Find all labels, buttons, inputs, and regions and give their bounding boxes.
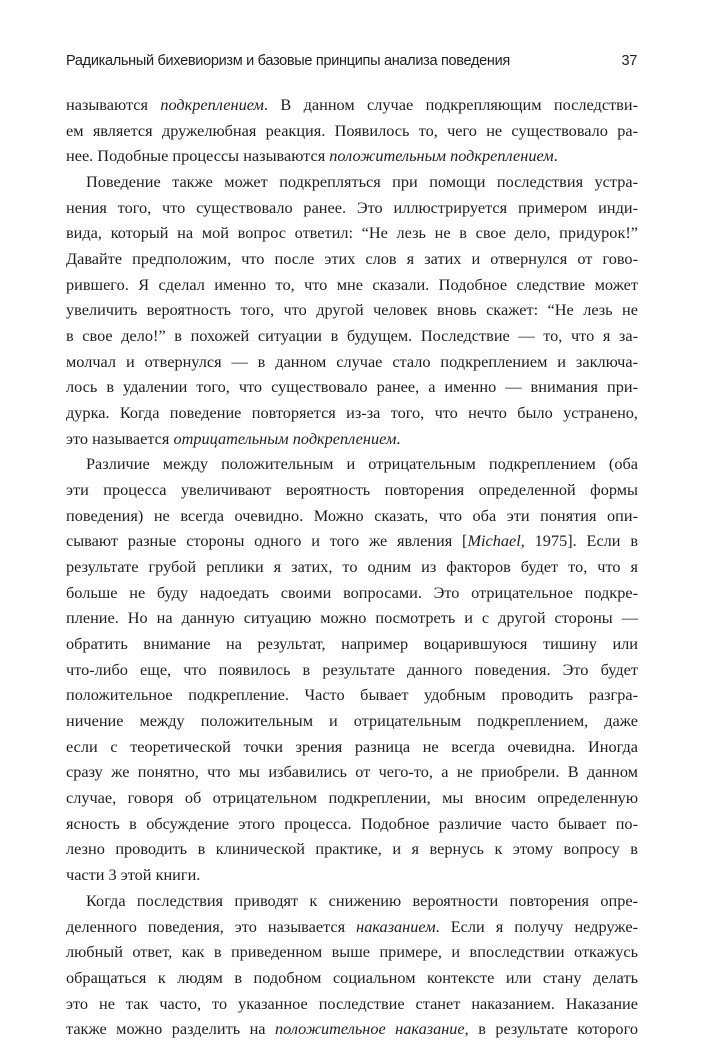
text-line [66, 991, 638, 1017]
text-line [66, 785, 638, 811]
text-run: поведения) не всегда очевидно. Можно сказать, что оба эти понятия опи- [66, 505, 638, 525]
text-run: ясность в обсуждение этого процесса. Подобное различие часто бывает по- [66, 813, 638, 833]
text-run: ем является дружелюбная реакция. Появилось то, чего не существовало ра- [66, 120, 638, 140]
text-run: . [553, 146, 558, 166]
text-run: пление. Но на данную ситуацию можно посмотреть и с другой стороны — [66, 608, 638, 628]
emphasized-term: подкреплением [160, 95, 264, 114]
text-line [66, 631, 638, 657]
text-line [66, 118, 638, 144]
text-run: . [396, 428, 401, 448]
text-run: части 3 этой книги. [66, 865, 201, 885]
text-line [66, 246, 638, 272]
text-run: сывают разные стороны одного и того же явления [ [66, 531, 468, 551]
text-line [66, 503, 638, 529]
emphasized-term: положительным подкреплением [329, 146, 554, 166]
text-run: , в результате которого [464, 1019, 638, 1039]
text-run: Давайте предположим, что после этих слов я затих и отвернулся от гово- [66, 249, 638, 269]
text-line [66, 426, 638, 452]
text-run: также можно разделить на [66, 1019, 275, 1039]
text-line [66, 169, 638, 195]
text-run: увеличить вероятность того, что другой человек вновь скажет: “Не лезь не [66, 300, 638, 320]
text-line [66, 836, 638, 862]
text-line [66, 554, 638, 580]
text-run: если с теоретической точки зрения разница не всегда очевидна. Иногда [66, 736, 638, 756]
text-run: вида, который на мой вопрос ответил: “Не лезь не в свое дело, придурок!” [66, 223, 638, 243]
text-line [66, 528, 638, 554]
text-line [66, 1016, 638, 1042]
text-run: нения того, что существовало ранее. Это иллюстрируется примером инди- [66, 197, 638, 217]
text-line [66, 734, 638, 760]
text-line [66, 605, 638, 631]
text-run: Различие между положительным и отрицательным подкреплением (оба [86, 454, 638, 474]
text-line [66, 297, 638, 323]
text-line [66, 349, 638, 375]
text-line [66, 888, 638, 914]
emphasized-term: положительное наказание [274, 1019, 465, 1039]
text-run: обращаться к людям в подобном социальном контексте или стану делать [66, 967, 638, 987]
text-run: лезно проводить в клинической практике, и я вернусь к этому вопросу в [66, 839, 638, 859]
body-text [66, 92, 638, 1042]
text-line [66, 682, 638, 708]
text-line [66, 220, 638, 246]
text-run: любный ответ, как в приведенном выше примере, и впоследствии откажусь [66, 942, 638, 962]
text-line [66, 92, 638, 118]
text-run: случае, говоря об отрицательном подкреплении, мы вносим определенную [66, 788, 638, 808]
emphasized-term: Michael, [467, 531, 525, 551]
text-run: называются [66, 95, 161, 114]
text-line [66, 657, 638, 683]
text-run: лось в удалении того, что существовало ранее, а именно — внимания при- [66, 377, 638, 397]
paragraph [66, 169, 638, 451]
text-line [66, 272, 638, 298]
text-run: 1975]. Если в [524, 531, 639, 551]
text-run: обратить внимание на результат, например воцарившуюся тишину или [66, 634, 638, 654]
text-line [66, 811, 638, 837]
text-line [66, 374, 638, 400]
text-line [66, 323, 638, 349]
text-run: нее. Подобные процессы называются [66, 146, 330, 166]
text-line [66, 914, 638, 940]
text-run: молчал и отвернулся — в данном случае стало подкреплением и заключа- [66, 351, 638, 371]
text-run: эти процесса увеличивают вероятность повторения определенной формы [66, 480, 638, 500]
text-line [66, 759, 638, 785]
text-run: что-либо еще, что появилось в результате данного поведения. Это будет [66, 659, 638, 679]
text-run: ничение между положительным и отрицательным подкреплением, даже [66, 711, 638, 731]
text-run: рившего. Я сделал именно то, что мне сказали. Подобное следствие может [66, 274, 638, 294]
text-line [66, 580, 638, 606]
text-run: в свое дело!” в похожей ситуации в будущем. Последствие — то, что я за- [66, 326, 638, 346]
paragraph [66, 451, 638, 887]
text-run: . Если я получу недруже- [435, 916, 638, 936]
text-line [66, 195, 638, 221]
emphasized-term: отрицательным подкреплением [173, 428, 397, 448]
text-line [66, 862, 638, 888]
running-header [66, 53, 637, 69]
running-header-title: Радикальный бихевиоризм и базовые принципы анализа поведения [66, 53, 510, 69]
text-run: положительное подкрепление. Часто бывает удобным проводить разгра- [66, 685, 638, 705]
text-line [66, 143, 638, 169]
text-run: . В данном случае подкрепляющим последстви- [263, 95, 638, 114]
text-run: больше не буду надоедать своими вопросами. Это отрицательное подкре- [66, 582, 638, 602]
text-run: Поведение также может подкрепляться при помощи последствия устра- [86, 172, 638, 192]
paragraph [66, 888, 638, 1042]
text-run: это называется [66, 428, 174, 448]
emphasized-term: наказанием [356, 916, 436, 936]
text-run: деленного поведения, это называется [66, 916, 357, 936]
paragraph [66, 92, 638, 169]
text-line [66, 708, 638, 734]
text-line [66, 965, 638, 991]
text-run: это не так часто, то указанное последствие станет наказанием. Наказание [66, 993, 638, 1013]
text-run: результате грубой реплики я затих, то одним из факторов будет то, что я [66, 557, 638, 577]
page-number: 37 [621, 53, 637, 69]
text-run: сразу же понятно, что мы избавились от чего-то, а не приобрели. В данном [66, 762, 638, 782]
text-line [66, 400, 638, 426]
text-line [66, 477, 638, 503]
text-run: Когда последствия приводят к снижению вероятности повторения опре- [86, 890, 638, 910]
text-run: дурка. Когда поведение повторяется из-за того, что нечто было устранено, [66, 403, 638, 423]
text-line [66, 451, 638, 477]
text-line [66, 939, 638, 965]
